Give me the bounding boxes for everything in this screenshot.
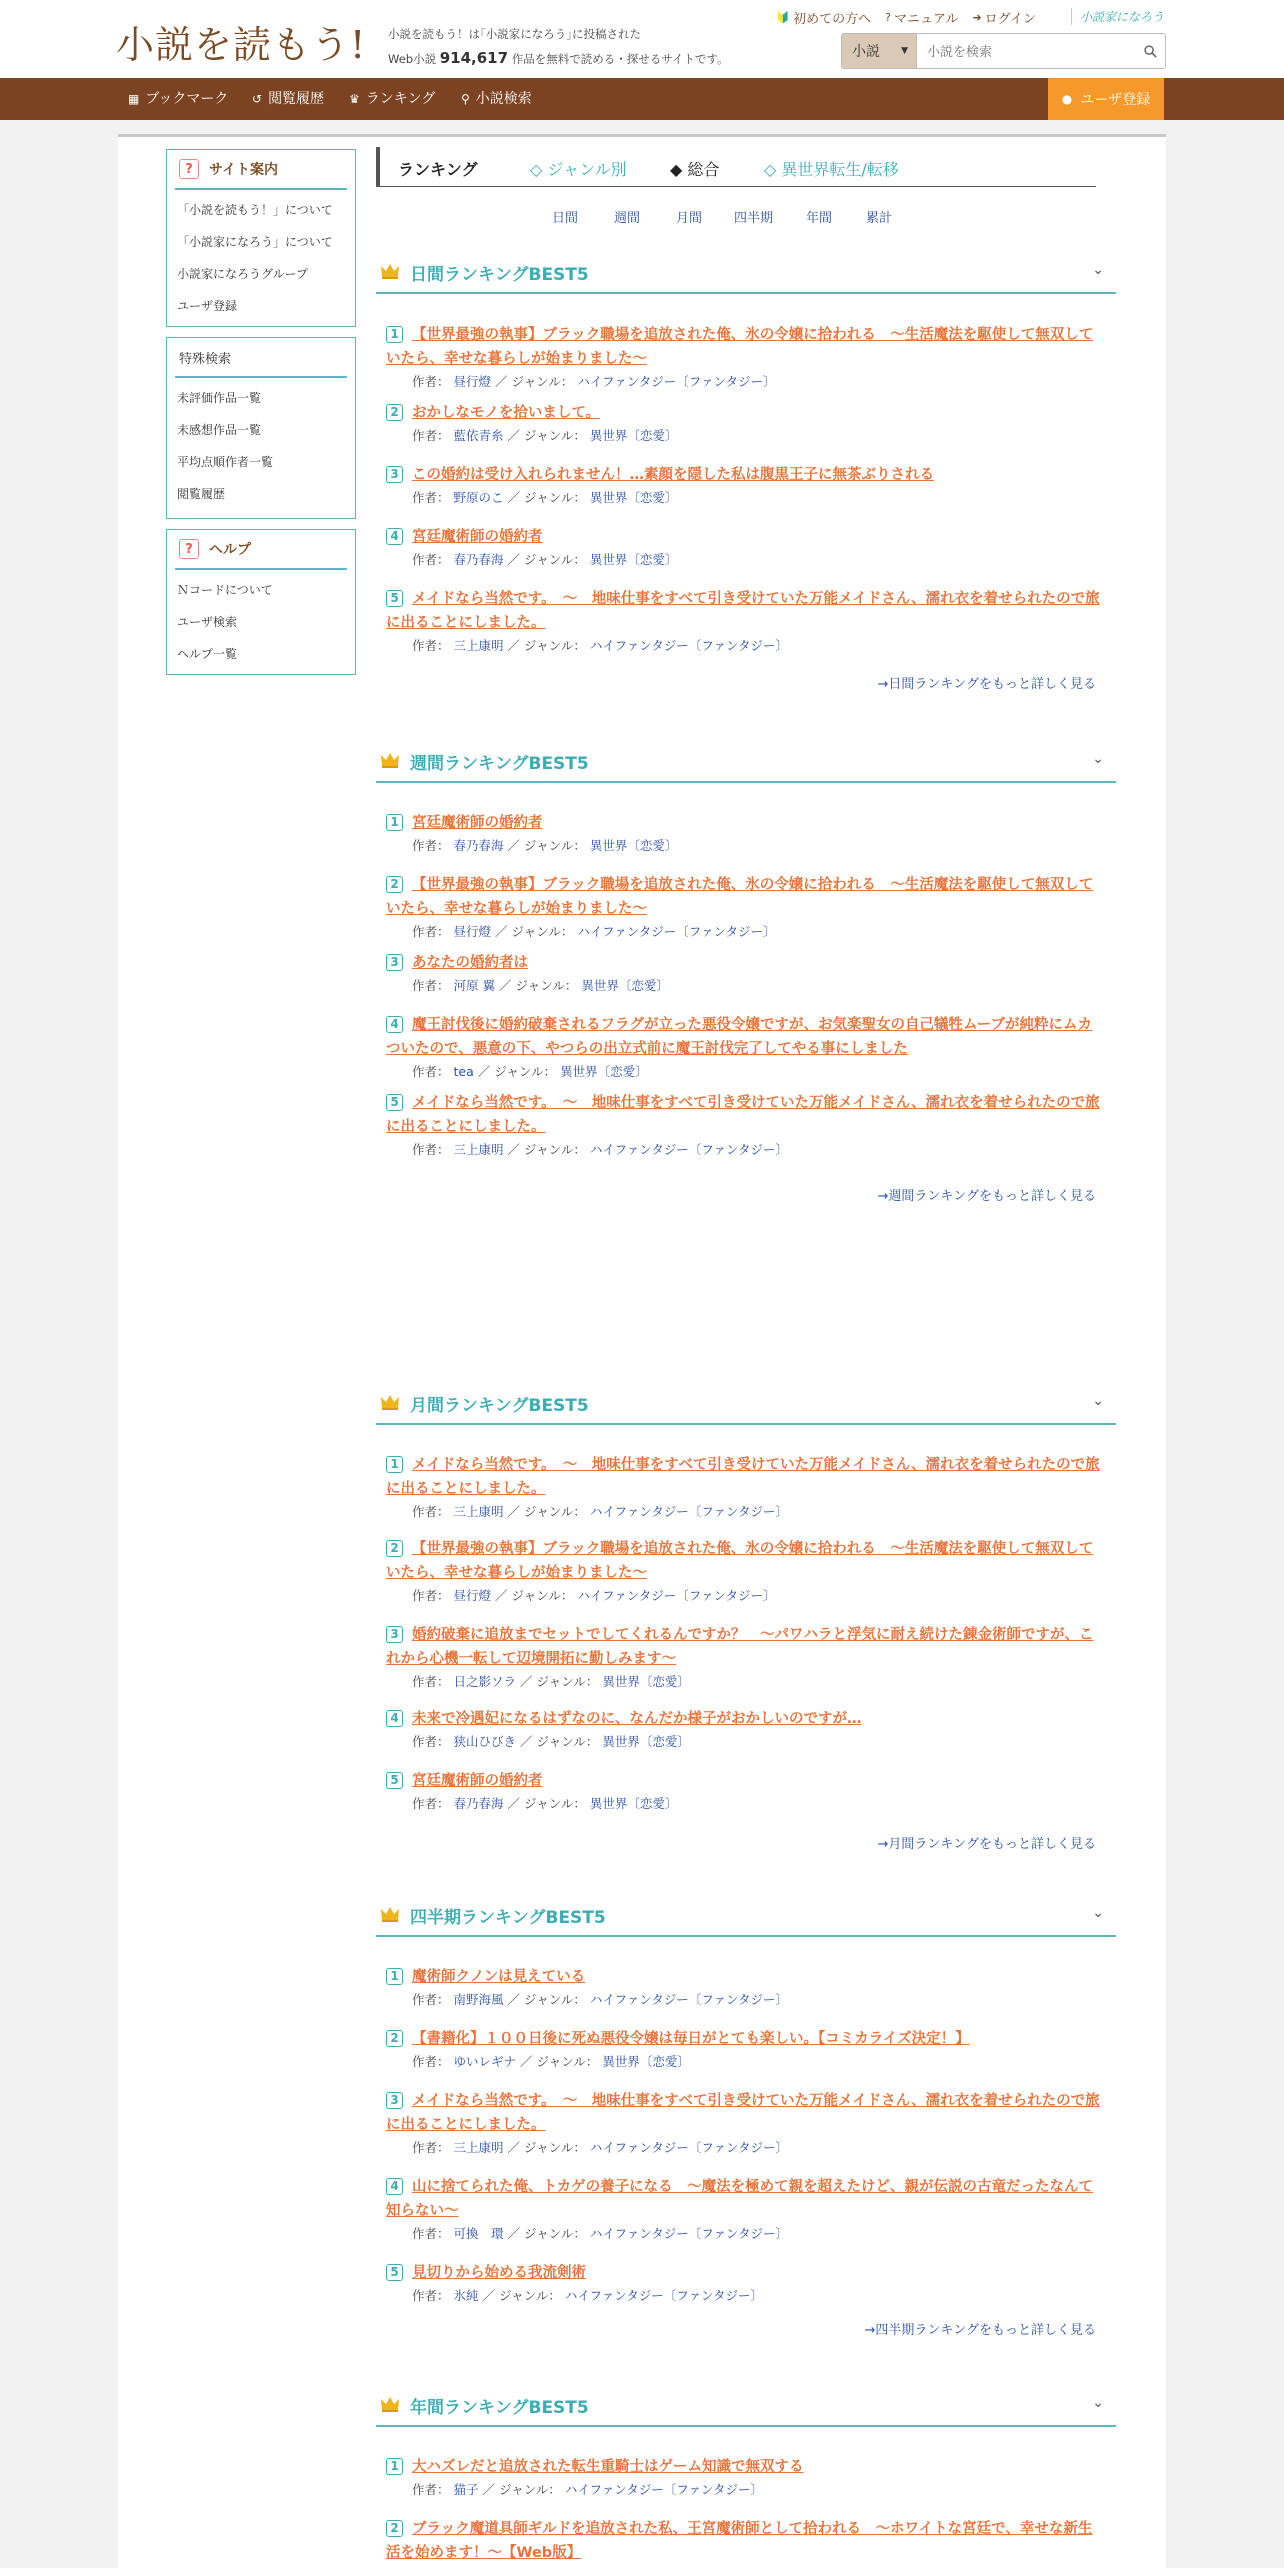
site-tagline <box>388 22 729 71</box>
ranking-meta: 作者： 昼行燈 ／ ジャンル： ハイファンタジー〔ファンタジー〕 <box>412 1588 776 1603</box>
tagline-prefix: Web小説 <box>388 52 437 66</box>
novel-title-link[interactable]: メイドなら当然です。 ～ 地味仕事をすべて引き受けていた万能メイドさん、濡れ衣を着せられたので旅に出ることにしました。 <box>386 2093 1100 2133</box>
ranking-item <box>386 1453 1106 1523</box>
section-header[interactable] <box>376 743 1116 783</box>
author-link[interactable]: 南野海風 <box>453 1992 504 2007</box>
crown-icon: ♛ <box>349 92 360 106</box>
content-container <box>118 134 1166 2568</box>
ranking-item <box>386 1537 1106 1607</box>
crown-icon <box>380 751 400 769</box>
novel-title-link[interactable]: 宮廷魔術師の婚約者 <box>412 815 543 831</box>
genre-link[interactable]: 異世界〔恋愛〕 <box>589 490 678 505</box>
genre-link[interactable]: ハイファンタジー〔ファンタジー〕 <box>589 638 789 653</box>
ranking-meta: 作者： 南野海風 ／ ジャンル： ハイファンタジー〔ファンタジー〕 <box>412 1992 789 2007</box>
rank-number-badge: 2 <box>386 2030 403 2047</box>
beginner-link[interactable]: 🔰 初めての方へ <box>776 11 872 27</box>
period-monthly[interactable]: 月間 <box>676 211 703 226</box>
beginner-icon: 🔰 <box>776 11 791 24</box>
section-header[interactable] <box>376 1897 1116 1937</box>
genre-link[interactable]: 異世界〔恋愛〕 <box>589 838 678 853</box>
genre-link[interactable]: ハイファンタジー〔ファンタジー〕 <box>577 1588 776 1603</box>
rank-number-badge: 4 <box>386 1016 403 1033</box>
chevron-down-icon[interactable]: ⌄ <box>1092 1905 1104 1921</box>
rank-number-badge: 3 <box>386 2092 403 2109</box>
author-link[interactable]: 可換 環 <box>453 2226 504 2241</box>
novel-title-link[interactable]: メイドなら当然です。 ～ 地味仕事をすべて引き受けていた万能メイドさん、濡れ衣を着せられたので旅に出ることにしました。 <box>386 1457 1100 1497</box>
author-link[interactable]: 三上康明 <box>453 1142 504 1157</box>
author-link[interactable]: 昼行燈 <box>453 374 492 389</box>
author-link[interactable]: tea <box>453 1064 474 1079</box>
section-title: 週間ランキングBEST5 <box>410 754 589 774</box>
rank-number-badge: 5 <box>386 2264 403 2281</box>
ranking-meta: 作者： 昼行燈 ／ ジャンル： ハイファンタジー〔ファンタジー〕 <box>412 374 776 389</box>
ranking-tabs <box>376 147 1096 187</box>
novel-title-link[interactable]: ブラック魔道具師ギルドを追放された私、王宮魔術師として拾われる ～ホワイトな宮廷で、幸せな新生活を始めます！～【Web版】 <box>386 2521 1093 2561</box>
author-link[interactable]: 三上康明 <box>453 1504 504 1519</box>
crown-icon <box>380 1393 400 1411</box>
tab-isekai[interactable]: ◇ 異世界転生/転移 <box>764 160 899 179</box>
rank-number-badge: 4 <box>386 528 403 545</box>
ranking-meta: 作者： 三上康明 ／ ジャンル： ハイファンタジー〔ファンタジー〕 <box>412 2140 789 2155</box>
novel-title-link[interactable]: 【世界最強の執事】ブラック職場を追放された俺、氷の令嬢に拾われる ～生活魔法を駆使して無双していたら、幸せな暮らしが始まりました～ <box>386 1541 1094 1581</box>
top-links <box>776 8 1036 27</box>
rank-number-badge: 2 <box>386 404 403 421</box>
genre-link[interactable]: ハイファンタジー〔ファンタジー〕 <box>589 1504 789 1519</box>
sidebar-item-help-list[interactable]: ヘルプ一覧 <box>177 647 238 661</box>
ranking-meta: 作者： 猫子 ／ ジャンル： ハイファンタジー〔ファンタジー〕 <box>412 2482 764 2497</box>
sidebar-item-ncode[interactable]: Ｎコードについて <box>177 583 273 597</box>
search-icon: ⚲ <box>461 92 470 106</box>
genre-link[interactable]: 異世界〔恋愛〕 <box>589 552 678 567</box>
author-link[interactable]: 猫子 <box>453 2482 479 2497</box>
sidebar-item-history[interactable]: 閲覧履歴 <box>177 487 226 501</box>
sidebar-special <box>166 337 356 519</box>
rank-number-badge: 4 <box>386 1710 403 1727</box>
sidebar-special-title: 特殊検索 <box>175 338 347 378</box>
site-header <box>0 0 1284 78</box>
genre-link[interactable]: 異世界〔恋愛〕 <box>602 1674 690 1689</box>
author-link[interactable]: 野原のこ <box>453 490 504 505</box>
ranking-meta: 作者： 河原 翼 ／ ジャンル： 異世界〔恋愛〕 <box>412 978 669 993</box>
narou-logo-link[interactable]: 小説家になろう <box>1071 8 1164 25</box>
ranking-item <box>386 2027 1106 2073</box>
search-category-select[interactable]: 小説 ▼ <box>842 34 917 68</box>
ranking-item <box>386 587 1106 657</box>
author-link[interactable]: 氷純 <box>453 2288 479 2303</box>
author-link[interactable]: 河原 翼 <box>453 978 495 993</box>
section-header[interactable] <box>376 2387 1116 2427</box>
nav-bookmark[interactable]: ▦ ブックマーク <box>128 78 228 120</box>
novel-title-link[interactable]: おかしなモノを拾いまして。 <box>412 405 601 421</box>
rank-number-badge: 5 <box>386 590 403 607</box>
chevron-down-icon: ▼ <box>901 46 908 56</box>
author-link[interactable]: 昼行燈 <box>453 1588 492 1603</box>
period-quarterly[interactable]: 四半期 <box>734 211 774 226</box>
genre-link[interactable]: 異世界〔恋愛〕 <box>602 1734 690 1749</box>
more-ranking-link[interactable]: →四半期ランキングをもっと詳しく見る <box>864 2323 1096 2338</box>
period-daily[interactable]: 日間 <box>552 211 579 226</box>
more-ranking-link[interactable]: →日間ランキングをもっと詳しく見る <box>877 677 1096 692</box>
rank-number-badge: 4 <box>386 2178 403 2195</box>
user-icon: ● <box>1061 92 1073 106</box>
ranking-item <box>386 463 1106 509</box>
ranking-item <box>386 1707 1106 1753</box>
sidebar-item-unrated[interactable]: 未評価作品一覧 <box>177 391 262 405</box>
sidebar-item-register[interactable]: ユーザ登録 <box>177 299 238 313</box>
author-link[interactable]: 日之影ソラ <box>453 1674 517 1689</box>
novel-title-link[interactable]: 魔術師クノンは見えている <box>412 1969 586 1985</box>
more-ranking-link[interactable]: →月間ランキングをもっと詳しく見る <box>877 1837 1096 1852</box>
search-box <box>841 33 1166 69</box>
novel-title-link[interactable]: この婚約は受け入れられません！…素顔を隠した私は腹黒王子に無茶ぶりされる <box>412 467 934 483</box>
sidebar-item-narou-group[interactable]: 小説家になろうグループ <box>177 267 309 281</box>
login-link[interactable]: ➜ ログイン <box>972 11 1036 27</box>
novel-title-link[interactable]: あなたの婚約者は <box>412 955 528 971</box>
ranking-meta: 作者： 狭山ひびき ／ ジャンル： 異世界〔恋愛〕 <box>412 1734 690 1749</box>
ranking-meta: 作者： 三上康明 ／ ジャンル： ハイファンタジー〔ファンタジー〕 <box>412 638 789 653</box>
ranking-item <box>386 873 1106 943</box>
rank-number-badge: 2 <box>386 2520 403 2537</box>
novel-title-link[interactable]: 婚約破棄に追放までセットでしてくれるんですか？ ～パワハラと浮気に耐え続けた錬金術師ですが、これから心機一転して辺境開拓に勤しみます～ <box>386 1627 1094 1667</box>
ranking-meta: 作者： 春乃春海 ／ ジャンル： 異世界〔恋愛〕 <box>412 552 678 567</box>
ranking-meta: 作者： 春乃春海 ／ ジャンル： 異世界〔恋愛〕 <box>412 838 678 853</box>
sidebar-item-no-review[interactable]: 未感想作品一覧 <box>177 423 262 437</box>
novel-title-link[interactable]: 魔王討伐後に婚約破棄されるフラグが立った悪役令嬢ですが、お気楽聖女の自己犠牲ムーブが純粋にムカついたので、悪意の下、やつらの出立式前に魔王討伐完了してやる事にしました <box>386 1017 1093 1057</box>
author-link[interactable]: 春乃春海 <box>453 1796 504 1811</box>
genre-link[interactable]: ハイファンタジー〔ファンタジー〕 <box>589 1142 789 1157</box>
ranking-meta: 作者： 藍依青糸 ／ ジャンル： 異世界〔恋愛〕 <box>412 428 678 443</box>
tab-overall[interactable]: ◆ 総合 <box>670 160 720 179</box>
nav-ranking[interactable]: ♛ ランキング <box>349 78 435 120</box>
question-circle-icon: ? <box>885 11 891 24</box>
author-link[interactable]: 三上康明 <box>453 638 504 653</box>
ranking-item <box>386 811 1106 857</box>
novel-title-link[interactable]: 【世界最強の執事】ブラック職場を追放された俺、氷の令嬢に拾われる ～生活魔法を駆使して無双していたら、幸せな暮らしが始まりました～ <box>386 877 1094 917</box>
ranking-item <box>386 1091 1106 1161</box>
author-link[interactable]: 狭山ひびき <box>453 1734 517 1749</box>
ranking-item <box>386 2517 1106 2565</box>
sidebar-guide-title: ? サイト案内 <box>175 150 347 190</box>
search-input[interactable] <box>917 34 1135 68</box>
section-title: 月間ランキングBEST5 <box>410 1396 589 1416</box>
work-count: 914,617 <box>439 49 509 67</box>
rank-number-badge: 5 <box>386 1772 403 1789</box>
ranking-item <box>386 1965 1106 2011</box>
rank-number-badge: 3 <box>386 1626 403 1643</box>
author-link[interactable]: 春乃春海 <box>453 552 504 567</box>
section-header[interactable] <box>376 1385 1116 1425</box>
period-links <box>552 207 1068 227</box>
help-question-icon: ? <box>179 539 199 559</box>
rank-number-badge: 3 <box>386 466 403 483</box>
tab-genre[interactable]: ◇ ジャンル別 <box>530 160 627 179</box>
genre-link[interactable]: ハイファンタジー〔ファンタジー〕 <box>564 2482 764 2497</box>
tagline-suffix: 作品を無料で読める・探せるサイトです。 <box>511 52 729 66</box>
ranking-meta: 作者： tea ／ ジャンル： 異世界〔恋愛〕 <box>412 1064 648 1079</box>
author-link[interactable]: ゆいレギナ <box>453 2054 517 2069</box>
chevron-down-icon[interactable]: ⌄ <box>1092 262 1104 278</box>
search-icon <box>1144 45 1157 58</box>
ranking-item <box>386 1013 1106 1083</box>
author-link[interactable]: 三上康明 <box>453 2140 504 2155</box>
sidebar-help <box>166 529 356 675</box>
sidebar-item-average-authors[interactable]: 平均点順作者一覧 <box>177 455 274 469</box>
genre-link[interactable]: ハイファンタジー〔ファンタジー〕 <box>577 924 776 939</box>
rank-number-badge: 1 <box>386 1456 403 1473</box>
novel-title-link[interactable]: 大ハズレだと追放された転生重騎士はゲーム知識で無双する <box>412 2459 804 2475</box>
sidebar-help-title: ? ヘルプ <box>175 530 347 570</box>
section-title: 日間ランキングBEST5 <box>410 265 589 285</box>
genre-link[interactable]: ハイファンタジー〔ファンタジー〕 <box>564 2288 764 2303</box>
novel-title-link[interactable]: 見切りから始める我流剣術 <box>412 2265 586 2281</box>
ranking-meta: 作者： ゆいレギナ ／ ジャンル： 異世界〔恋愛〕 <box>412 2054 690 2069</box>
period-yearly[interactable]: 年間 <box>806 211 833 226</box>
crown-icon <box>380 262 400 280</box>
tagline-line2 <box>388 46 729 71</box>
ranking-meta: 作者： 春乃春海 ／ ジャンル： 異世界〔恋愛〕 <box>412 1796 678 1811</box>
ranking-item <box>386 2089 1106 2159</box>
ranking-meta: 作者： 昼行燈 ／ ジャンル： ハイファンタジー〔ファンタジー〕 <box>412 924 776 939</box>
help-question-icon: ? <box>179 159 199 179</box>
chevron-down-icon[interactable]: ⌄ <box>1092 1393 1104 1409</box>
author-link[interactable]: 藍依青糸 <box>453 428 504 443</box>
search-button[interactable] <box>1135 34 1165 68</box>
ranking-meta: 作者： 三上康明 ／ ジャンル： ハイファンタジー〔ファンタジー〕 <box>412 1142 789 1157</box>
site-logo[interactable]: 小説を読もう! <box>116 23 367 67</box>
nav-history[interactable]: ↺ 閲覧履歴 <box>252 78 324 120</box>
sidebar-guide <box>166 149 356 327</box>
rank-number-badge: 1 <box>386 814 403 831</box>
section-title: 年間ランキングBEST5 <box>410 2398 589 2418</box>
ranking-item <box>386 2175 1106 2245</box>
main-nav <box>0 78 1284 120</box>
novel-title-link[interactable]: メイドなら当然です。 ～ 地味仕事をすべて引き受けていた万能メイドさん、濡れ衣を着せられたので旅に出ることにしました。 <box>386 1095 1100 1135</box>
novel-title-link[interactable]: 山に捨てられた俺、トカゲの養子になる ～魔法を極めて親を超えたけど、親が伝説の古竜だったなんて知らない～ <box>386 2179 1094 2219</box>
nav-search[interactable]: ⚲ 小説検索 <box>461 78 532 120</box>
rank-number-badge: 1 <box>386 2458 403 2475</box>
author-link[interactable]: 春乃春海 <box>453 838 504 853</box>
chevron-down-icon[interactable]: ⌄ <box>1092 2395 1104 2411</box>
more-ranking-link[interactable]: →週間ランキングをもっと詳しく見る <box>877 1189 1096 1204</box>
ranking-meta: 作者： 日之影ソラ ／ ジャンル： 異世界〔恋愛〕 <box>412 1674 690 1689</box>
novel-title-link[interactable]: 【世界最強の執事】ブラック職場を追放された俺、氷の令嬢に拾われる ～生活魔法を駆使して無双していたら、幸せな暮らしが始まりました～ <box>386 327 1094 367</box>
ranking-item <box>386 951 1106 997</box>
ranking-item <box>386 2455 1106 2501</box>
rank-number-badge: 2 <box>386 1540 403 1557</box>
ranking-item <box>386 1623 1106 1693</box>
period-weekly[interactable]: 週間 <box>614 211 641 226</box>
rank-number-badge: 5 <box>386 1094 403 1111</box>
login-icon: ➜ <box>972 11 982 24</box>
genre-link[interactable]: 異世界〔恋愛〕 <box>589 1796 678 1811</box>
genre-link[interactable]: 異世界〔恋愛〕 <box>589 428 678 443</box>
ranking-item <box>386 1769 1106 1815</box>
section-title: 四半期ランキングBEST5 <box>410 1908 606 1928</box>
list-icon: ▦ <box>128 92 140 106</box>
novel-title-link[interactable]: 宮廷魔術師の婚約者 <box>412 529 543 545</box>
ranking-meta: 作者： 可換 環 ／ ジャンル： ハイファンタジー〔ファンタジー〕 <box>412 2226 789 2241</box>
rank-number-badge: 1 <box>386 326 403 343</box>
ranking-meta: 作者： 氷純 ／ ジャンル： ハイファンタジー〔ファンタジー〕 <box>412 2288 764 2303</box>
section-header[interactable] <box>376 254 1116 294</box>
genre-link[interactable]: ハイファンタジー〔ファンタジー〕 <box>577 374 776 389</box>
rank-number-badge: 2 <box>386 876 403 893</box>
author-link[interactable]: 昼行燈 <box>453 924 492 939</box>
crown-icon <box>380 1905 400 1923</box>
ranking-item <box>386 2261 1106 2307</box>
tab-ranking-current: ランキング <box>398 160 478 179</box>
rank-number-badge: 1 <box>386 1968 403 1985</box>
sidebar-item-about-narou[interactable]: 「小説家になろう」について <box>177 235 333 249</box>
novel-title-link[interactable]: メイドなら当然です。 ～ 地味仕事をすべて引き受けていた万能メイドさん、濡れ衣を着せられたので旅に出ることにしました。 <box>386 591 1100 631</box>
register-button[interactable]: ● ユーザ登録 <box>1048 78 1164 120</box>
genre-link[interactable]: ハイファンタジー〔ファンタジー〕 <box>589 1992 789 2007</box>
ranking-meta: 作者： 三上康明 ／ ジャンル： ハイファンタジー〔ファンタジー〕 <box>412 1504 789 1519</box>
manual-link[interactable]: ? マニュアル <box>885 11 959 27</box>
novel-title-link[interactable]: 【書籍化】１００日後に死ぬ悪役令嬢は毎日がとても楽しい。【コミカライズ決定！】 <box>412 2031 970 2047</box>
tagline-line1: 小説を読もう！は｢小説家になろう｣に投稿された <box>388 27 641 41</box>
genre-link[interactable]: 異世界〔恋愛〕 <box>560 1064 648 1079</box>
ranking-item <box>386 525 1106 571</box>
novel-title-link[interactable]: 未来で冷遇妃になるはずなのに、なんだか様子がおかしいのですが… <box>412 1711 862 1727</box>
sidebar-item-about-yomou[interactable]: 「小説を読もう！」について <box>177 203 333 217</box>
crown-icon <box>380 2395 400 2413</box>
sidebar-item-user-search[interactable]: ユーザ検索 <box>177 615 238 629</box>
genre-link[interactable]: 異世界〔恋愛〕 <box>581 978 669 993</box>
ranking-item <box>386 323 1106 393</box>
history-icon: ↺ <box>252 92 263 106</box>
rank-number-badge: 3 <box>386 954 403 971</box>
novel-title-link[interactable]: 宮廷魔術師の婚約者 <box>412 1773 543 1789</box>
genre-link[interactable]: 異世界〔恋愛〕 <box>602 2054 690 2069</box>
ranking-meta: 作者： 野原のこ ／ ジャンル： 異世界〔恋愛〕 <box>412 490 678 505</box>
genre-link[interactable]: ハイファンタジー〔ファンタジー〕 <box>589 2226 789 2241</box>
chevron-down-icon[interactable]: ⌄ <box>1092 751 1104 767</box>
ranking-item <box>386 401 1106 447</box>
genre-link[interactable]: ハイファンタジー〔ファンタジー〕 <box>589 2140 789 2155</box>
period-total[interactable]: 累計 <box>866 211 893 226</box>
